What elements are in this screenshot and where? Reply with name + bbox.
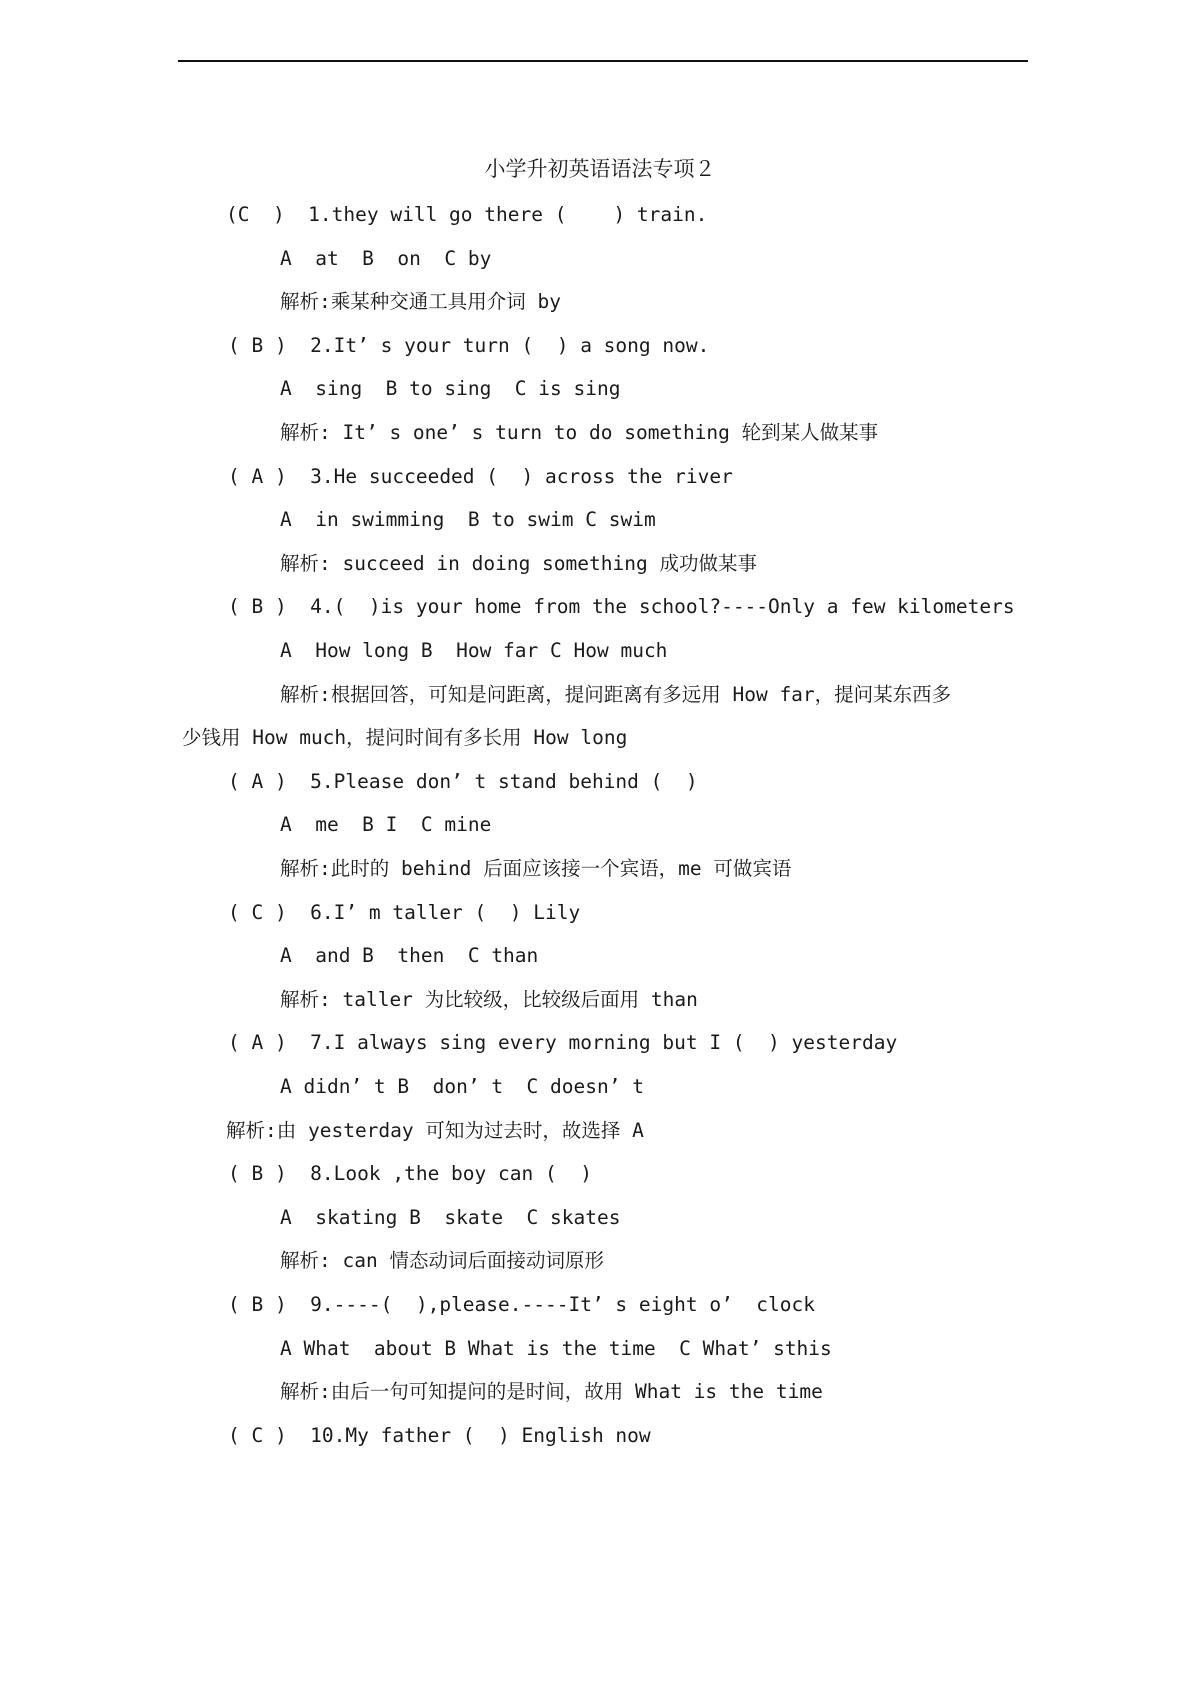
question-line: ( B ) 4.( )is your home from the school?----Only a few kilometers [228,595,1015,619]
explanation-line: 解析:由后一句可知提问的是时间，故用 What is the time [280,1380,823,1404]
explanation-line: 解析: can 情态动词后面接动词原形 [280,1249,604,1273]
explanation-line: 解析: It’ s one’ s turn to do something 轮到某人做某事 [280,421,879,444]
explanation-line: 少钱用 How much，提问时间有多长用 How long [182,726,628,750]
question-line: ( A ) 3.He succeeded ( ) across the river [228,464,733,488]
question-line: ( B ) 8.Look ,the boy can ( ) [228,1162,592,1186]
options-line: A What about B What is the time C What’ sthis [280,1336,832,1360]
explanation-line: 解析: taller 为比较级，比较级后面用 than [280,987,698,1011]
options-line: A in swimming B to swim C swim [280,508,656,532]
options-line: A me B I C mine [280,813,492,837]
options-line: A didn’ t B don’ t C doesn’ t [280,1075,644,1098]
question-line: ( A ) 5.Please don’ t stand behind ( ) [228,769,698,793]
question-line: ( A ) 7.I always sing every morning but I ( ) yesterday [228,1031,898,1055]
document-title: 小学升初英语语法专项２ [484,157,716,181]
header-rule [178,60,1028,62]
options-line: A sing B to sing C is sing [280,377,621,401]
options-line: A skating B skate C skates [280,1205,621,1229]
options-line: A How long B How far C How much [280,639,668,662]
question-line: ( B ) 2.It’ s your turn ( ) a song now. [228,333,710,357]
explanation-line: 解析:根据回答，可知是问距离，提问距离有多远用 How far，提问某东西多 [280,682,952,706]
explanation-line: 解析:乘某种交通工具用介词 by [280,290,561,314]
question-line: ( B ) 9.----( ),please.----It’ s eight o’ clock [228,1293,815,1316]
question-line: ( C ) 6.I’ m taller ( ) Lily [228,900,581,924]
options-line: A at B on C by [280,246,492,270]
explanation-line: 解析: succeed in doing something 成功做某事 [280,551,757,575]
question-line: ( C ) 10.My father ( ) English now [228,1423,651,1447]
explanation-line: 解析:由 yesterday 可知为过去时，故选择 A [226,1118,644,1142]
explanation-line: 解析:此时的 behind 后面应该接一个宾语，me 可做宾语 [280,857,792,880]
question-line: (C ) 1.they will go there ( ) train. [226,203,708,226]
options-line: A and B then C than [280,944,539,968]
